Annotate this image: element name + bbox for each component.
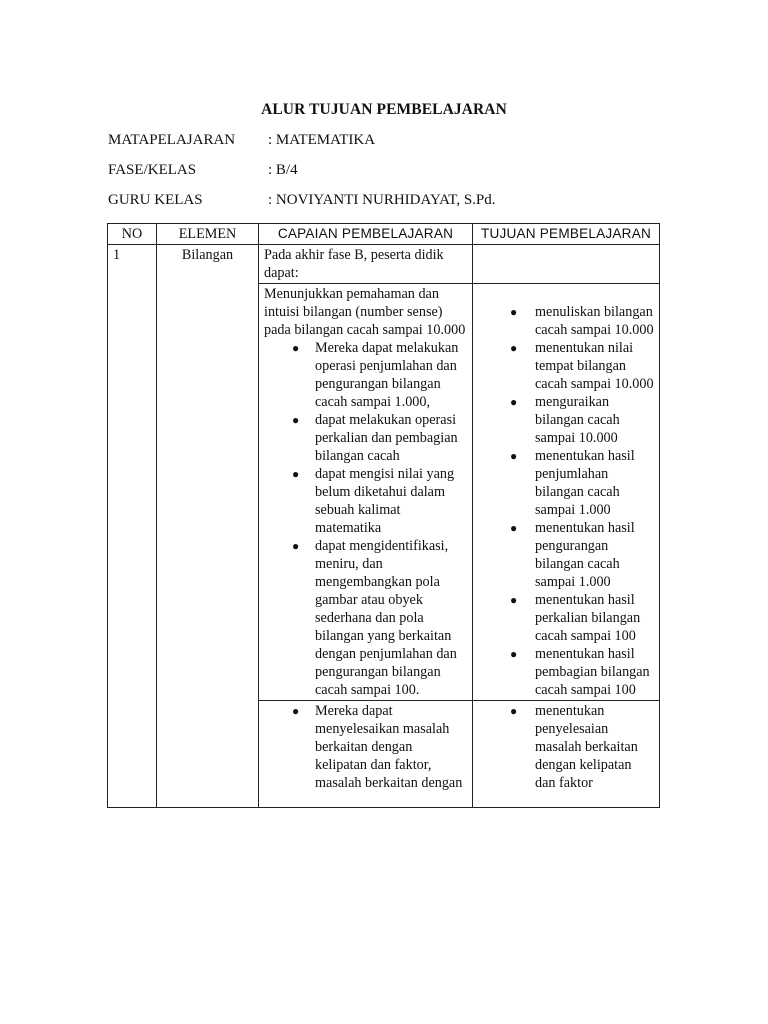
list-item-text: Mereka dapat menyelesaikan masalah berkaitan dengan kelipatan dan faktor, masalah berkaitan dengan	[315, 703, 463, 791]
tujuan-list	[478, 702, 654, 792]
list-item	[264, 465, 467, 537]
bullet-icon: ●	[292, 341, 300, 355]
list-item-text: dapat mengisi nilai yang belum diketahui dalam sebuah kalimat matematika	[315, 466, 455, 536]
table-row	[108, 245, 660, 284]
bullet-icon: ●	[510, 305, 518, 319]
meta-value: : NOVIYANTI NURHIDAYAT, S.Pd.	[268, 192, 496, 208]
header-tujuan: TUJUAN PEMBELAJARAN	[473, 224, 660, 245]
capaian-list	[264, 702, 467, 792]
cell-tujuan-empty	[473, 245, 660, 284]
list-item	[264, 411, 467, 465]
bullet-icon: ●	[510, 647, 518, 661]
header-no: NO	[108, 224, 157, 245]
list-item-text: menentukan hasil perkalian bilangan cacah sampai 100	[535, 592, 641, 644]
list-item-text: menentukan penyelesaian masalah berkaitan dengan kelipatan dan faktor	[535, 703, 638, 791]
list-item	[478, 303, 654, 339]
list-item	[478, 339, 654, 393]
meta-value: : MATEMATIKA	[268, 132, 376, 148]
cell-capaian-continued	[259, 701, 473, 808]
bullet-icon: ●	[292, 413, 300, 427]
cell-tujuan-main	[473, 284, 660, 701]
bullet-icon: ●	[292, 704, 300, 718]
table-header-row	[108, 224, 660, 245]
meta-value: : B/4	[268, 162, 298, 178]
meta-label: GURU KELAS	[108, 192, 203, 208]
bullet-icon: ●	[510, 521, 518, 535]
cell-elemen: Bilangan	[157, 245, 259, 808]
bullet-icon: ●	[292, 539, 300, 553]
meta-label: MATAPELAJARAN	[108, 132, 236, 148]
cell-capaian-main	[259, 284, 473, 701]
header-capaian: CAPAIAN PEMBELAJARAN	[259, 224, 473, 245]
meta-row-subject	[108, 132, 375, 149]
list-item	[264, 339, 467, 411]
list-item-text: menentukan hasil pengurangan bilangan cacah sampai 1.000	[535, 520, 635, 590]
list-item	[264, 537, 467, 699]
bullet-icon: ●	[510, 341, 518, 355]
bullet-icon: ●	[510, 704, 518, 718]
list-item-text: menguraikan bilangan cacah sampai 10.000	[535, 394, 620, 446]
list-item-text: dapat melakukan operasi perkalian dan pembagian bilangan cacah	[315, 412, 458, 464]
list-item	[264, 702, 467, 792]
meta-label: FASE/KELAS	[108, 162, 197, 178]
cell-no: 1	[108, 245, 157, 808]
list-item	[478, 591, 654, 645]
list-item	[478, 702, 654, 792]
bullet-icon: ●	[510, 449, 518, 463]
capaian-list	[264, 339, 467, 699]
list-item	[478, 393, 654, 447]
list-item-text: menentukan hasil penjumlahan bilangan cacah sampai 1.000	[535, 448, 635, 518]
list-item-text: menentukan hasil pembagian bilangan cacah sampai 100	[535, 646, 650, 698]
cell-tujuan-continued	[473, 701, 660, 808]
meta-row-phase	[108, 162, 298, 179]
learning-objectives-table	[107, 223, 660, 808]
bullet-icon: ●	[510, 593, 518, 607]
cell-capaian-intro: Pada akhir fase B, peserta didik dapat:	[259, 245, 473, 284]
list-item-text: Mereka dapat melakukan operasi penjumlahan dan pengurangan bilangan cacah sampai 1.000,	[315, 340, 459, 410]
capaian-text: Menunjukkan pemahaman dan intuisi bilangan (number sense) pada bilangan cacah sampai 10.000	[264, 286, 466, 338]
list-item	[478, 519, 654, 591]
list-item	[478, 645, 654, 699]
list-item	[478, 447, 654, 519]
bullet-icon: ●	[292, 467, 300, 481]
bullet-icon: ●	[510, 395, 518, 409]
document-title: ALUR TUJUAN PEMBELAJARAN	[261, 101, 507, 118]
tujuan-list	[478, 303, 654, 699]
list-item-text: dapat mengidentifikasi, meniru, dan mengembangkan pola gambar atau obyek sederhana dan pola bilangan yang berkaitan dengan penjumlahan dan pengurangan bilangan cacah sampai 100.	[315, 538, 457, 698]
header-elemen: ELEMEN	[157, 224, 259, 245]
list-item-text: menentukan nilai tempat bilangan cacah sampai 10.000	[535, 340, 654, 392]
meta-row-teacher	[108, 192, 496, 209]
list-item-text: menuliskan bilangan cacah sampai 10.000	[535, 304, 654, 338]
